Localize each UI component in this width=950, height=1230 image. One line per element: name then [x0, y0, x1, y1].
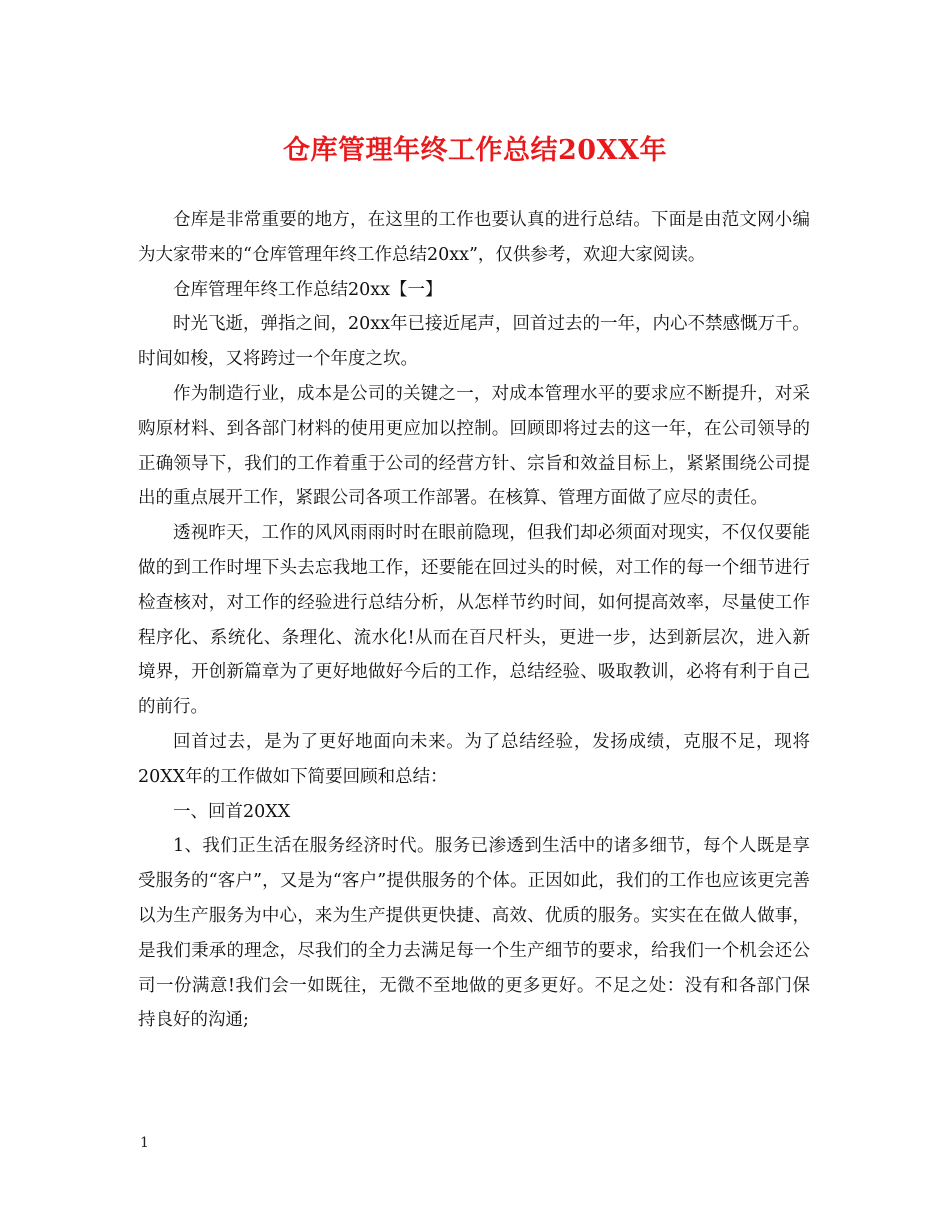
section-heading-review: 一、回首20XX	[173, 801, 291, 822]
paragraph-summary-intro: 回首过去，是为了更好地面向未来。为了总结经验，发扬成绩，克服不足，现将20XX年的工作做如下简要回顾和总结：	[138, 731, 810, 787]
paragraph-time: 时光飞逝，弹指之间，20xx年已接近尾声，回首过去的一年，内心不禁感慨万千。时间如梭，又将跨过一个年度之坎。	[138, 314, 811, 370]
paragraph-service: 1、我们正生活在服务经济时代。服务已渗透到生活中的诸多细节，每个人既是享受服务的“客户”，又是为“客户”提供服务的个体。正因如此，我们的工作也应该更完善以为生产服务为中心，来为生产提供更快捷、高效、优质的服务。实实在在做人做事，是我们秉承的理念，尽我们的全力去满足每一个生产细节的要求，给我们一个机会还公司一份满意!我们会一如既往，无微不至地做的更多更好。不足之处：没有和各部门保持良好的沟通;	[138, 836, 810, 1031]
paragraph-review: 透视昨天，工作的风风雨雨时时在眼前隐现，但我们却必须面对现实，不仅仅要能做的到工作时埋下头去忘我地工作，还要能在回过头的时候，对工作的每一个细节进行检查核对，对工作的经验进行总结分析，从怎样节约时间，如何提高效率，尽量使工作程序化、系统化、条理化、流水化!从而在百尺杆头，更进一步，达到新层次，进入新境界，开创新篇章为了更好地做好今后的工作，总结经验、吸取教训，必将有利于自己的前行。	[138, 523, 810, 718]
document-body	[138, 203, 810, 1038]
paragraph-intro: 仓库是非常重要的地方，在这里的工作也要认真的进行总结。下面是由范文网小编为大家带来的“仓库管理年终工作总结20xx”，仅供参考，欢迎大家阅读。	[138, 210, 810, 265]
section-heading-one: 仓库管理年终工作总结20xx【一】	[173, 279, 443, 300]
page-number: 1	[140, 1135, 149, 1151]
paragraph-cost: 作为制造行业，成本是公司的关键之一，对成本管理水平的要求应不断提升，对采购原材料、到各部门材料的使用更应加以控制。回顾即将过去的这一年，在公司领导的正确领导下，我们的工作着重于公司的经营方针、宗旨和效益目标上，紧紧围绕公司提出的重点展开工作，紧跟公司各项工作部署。在核算、管理方面做了应尽的责任。	[138, 383, 810, 509]
document-title: 仓库管理年终工作总结20XX年	[283, 135, 667, 166]
